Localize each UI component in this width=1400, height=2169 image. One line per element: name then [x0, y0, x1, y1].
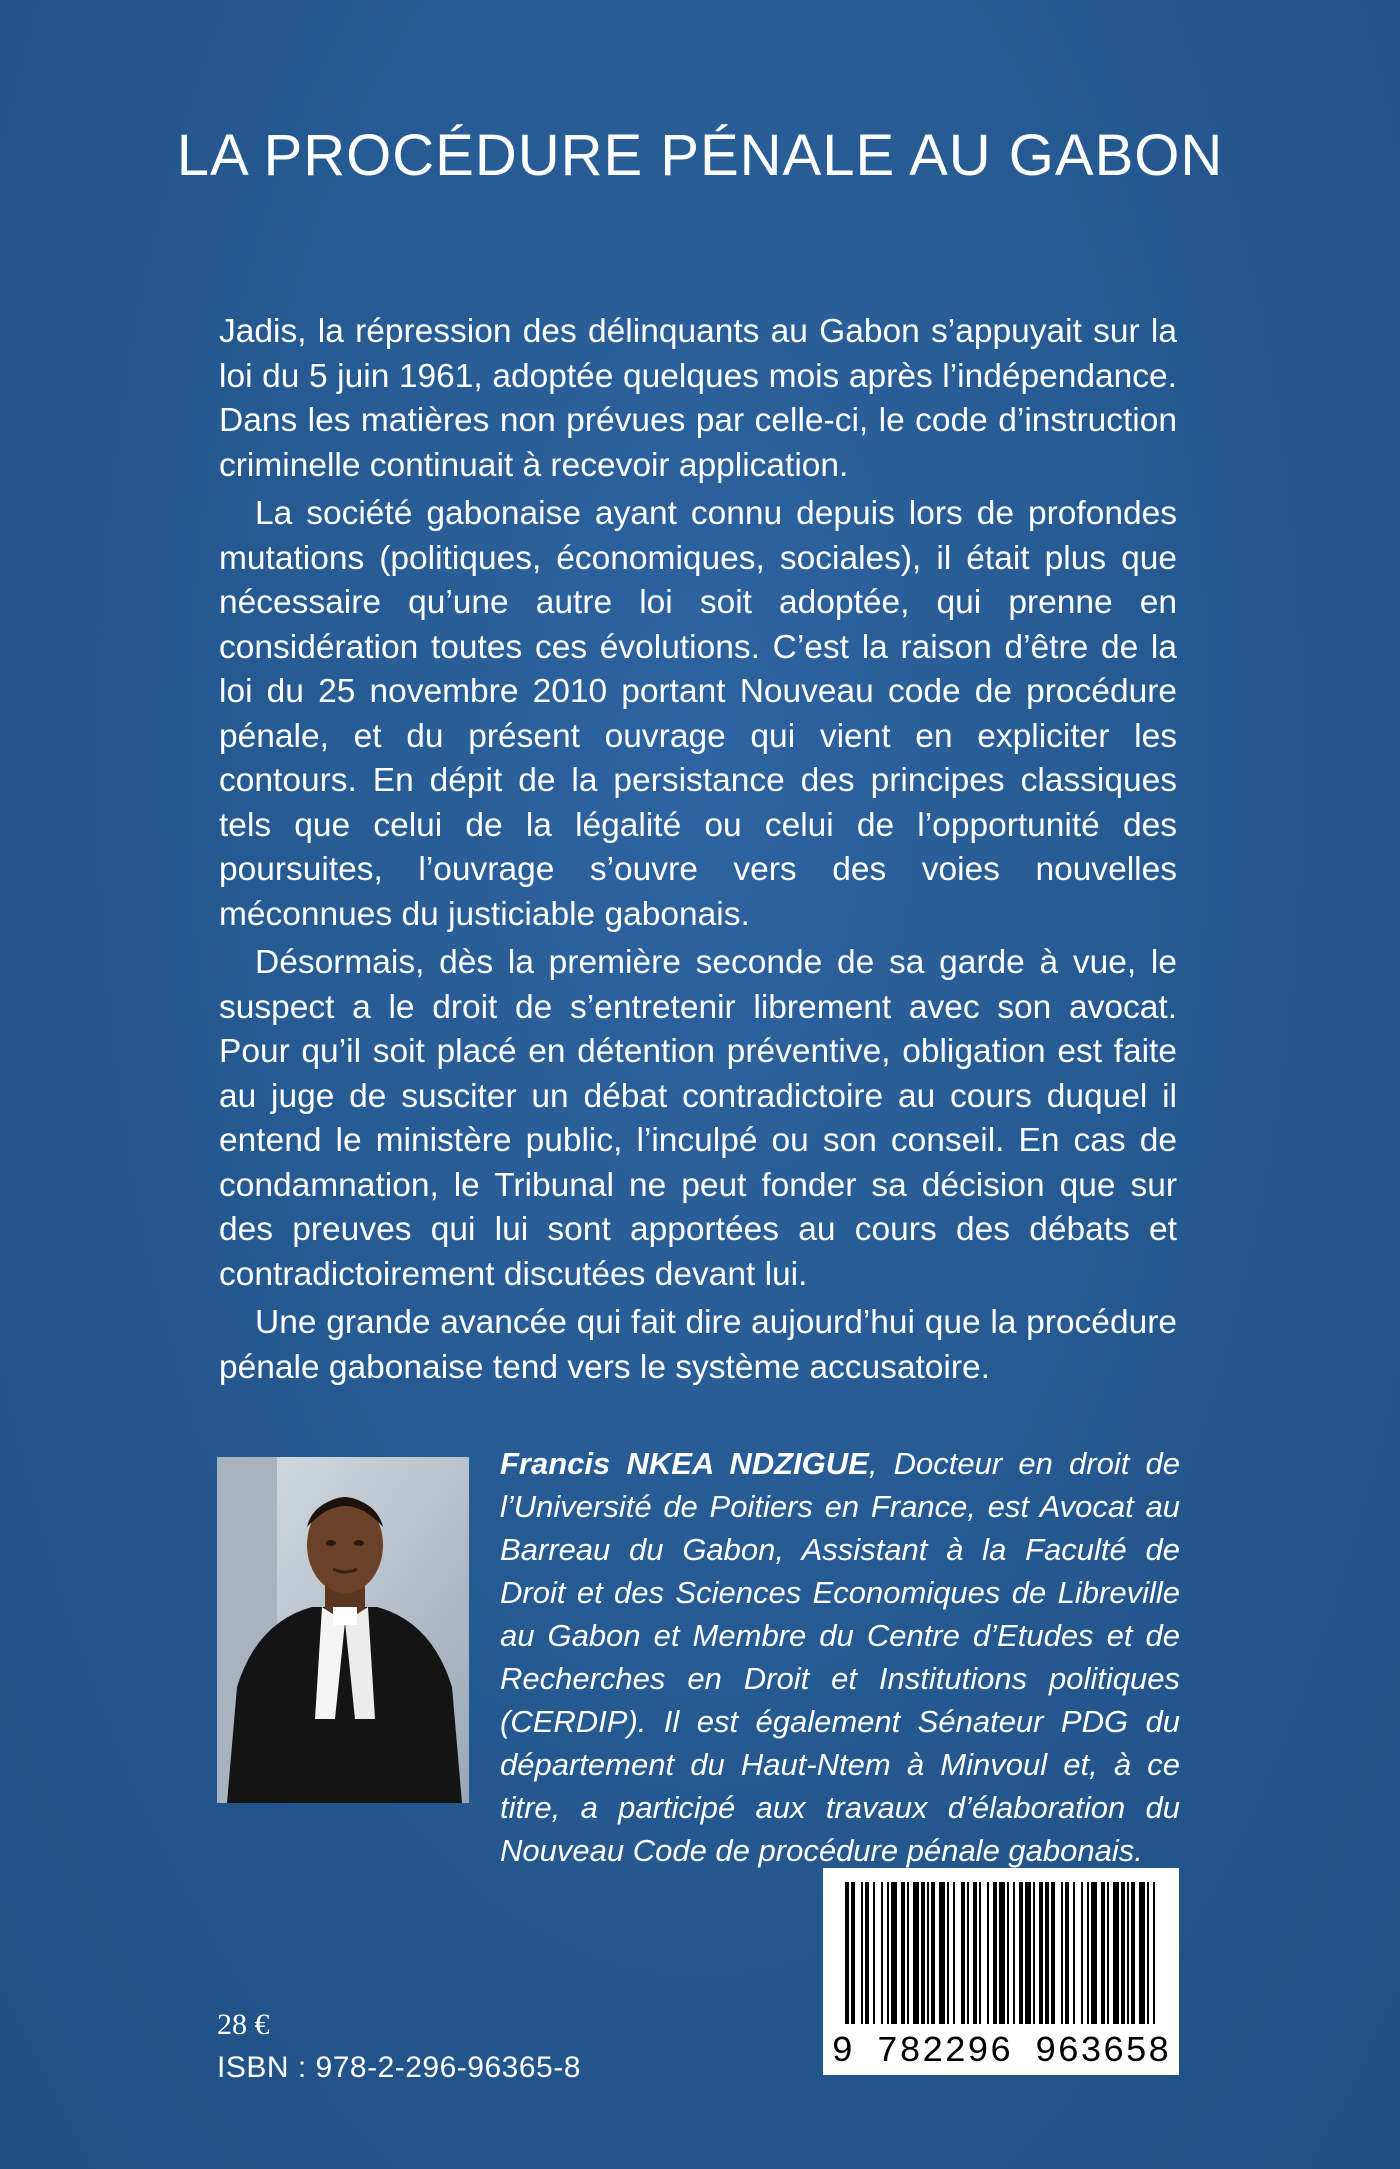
summary-paragraph-3: Désormais, dès la première seconde de sa garde à vue, le suspect a le droit de s’entretenir librement avec son avocat. Pour qu’il soit placé en détention préventive, obligation est faite au juge de susciter un débat contradictoire au cours duquel il entend le ministère public, l’inculpé ou son conseil. En cas de condamnation, le Tribunal ne peut fonder sa décision que sur des preuves qui lui sont apportées au cours des débats et contradictoirement discutées devant lui.: [219, 944, 1177, 1293]
isbn-barcode: [823, 1868, 1179, 2075]
summary-text: [219, 310, 1177, 1394]
barcode-bars: [823, 1868, 1179, 2028]
summary-paragraph-4: Une grande avancée qui fait dire aujourd’hui que la procédure pénale gabonaise tend vers le système accusatoire.: [219, 1304, 1177, 1386]
isbn-number: ISBN : 978-2-296-96365-8: [217, 2051, 581, 2084]
price: 28 €: [217, 2008, 270, 2041]
author-name: Francis NKEA NDZIGUE: [500, 1446, 869, 1481]
author-photo: [217, 1457, 469, 1803]
barcode-digits: 9 782296 963658: [831, 2031, 1171, 2072]
summary-paragraph-2: La société gabonaise ayant connu depuis lors de profondes mutations (politiques, économiques, sociales), il était plus que nécessaire qu’une autre loi soit adoptée, qui prenne en considération toutes ces évolutions. C’est la raison d’être de la loi du 25 novembre 2010 portant Nouveau code de procédure pénale, et du présent ouvrage qui vient en expliciter les contours. En dépit de la persistance des principes classiques tels que celui de la légalité ou celui de l’opportunité des poursuites, l’ouvrage s’ouvre vers des voies nouvelles méconnues du justiciable gabonais.: [219, 495, 1177, 933]
book-title: LA PROCÉDURE PÉNALE AU GABON: [176, 123, 1224, 188]
author-biography: [500, 1442, 1180, 1872]
summary-paragraph-1: Jadis, la répression des délinquants au Gabon s’appuyait sur la loi du 5 juin 1961, adoptée quelques mois après l’indépendance. Dans les matières non prévues par celle-ci, le code d’instruction criminelle continuait à recevoir application.: [219, 313, 1177, 484]
author-bio-text: , Docteur en droit de l’Université de Poitiers en France, est Avocat au Barreau du Gabon, Assistant à la Faculté de Droit et des Sciences Economiques de Libreville au Gabon et Membre du Centre d’Etudes et de Recherches en Droit et Institutions politiques (CERDIP). Il est également Sénateur PDG du département du Haut-Ntem à Minvoul et, à ce titre, a participé aux travaux d’élaboration du Nouveau Code de procédure pénale gabonais.: [500, 1446, 1180, 1868]
